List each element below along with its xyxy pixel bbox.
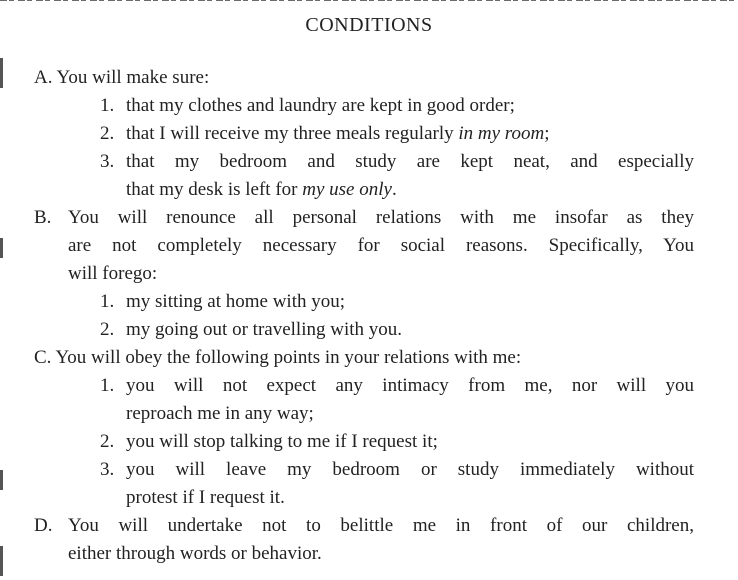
list-item-text: you will stop talking to me if I request it; [126, 431, 438, 452]
list-item-text-part: that my desk is left for [126, 179, 303, 200]
list-item-text: protest if I request it. [126, 487, 285, 508]
list-item-text [126, 176, 397, 204]
list-item-text-part: that I will receive my three meals regularly [126, 123, 459, 144]
list-item-marker: 3. [100, 151, 115, 172]
list-item-text-part: . [391, 179, 397, 200]
list-item-marker: 2. [100, 431, 115, 452]
emphasis-text: in my room [458, 123, 545, 144]
list-item-marker: 2. [100, 319, 115, 340]
section-a-heading [34, 64, 209, 92]
section-marker: D. [34, 515, 53, 536]
list-item-text: my going out or travelling with you. [126, 319, 403, 340]
section-marker: B. [34, 207, 52, 228]
section-text: You will undertake not to belittle me in front of our children, [68, 515, 694, 536]
section-marker: A. [34, 67, 53, 88]
list-item-text: that my bedroom and study are kept neat, and especially [126, 151, 694, 172]
list-item-text: that my clothes and laundry are kept in good order; [126, 95, 515, 116]
section-c-heading [34, 344, 521, 372]
list-item-marker: 1. [100, 375, 115, 396]
section-text: will forego: [68, 263, 158, 284]
list-item-marker: 1. [100, 95, 115, 116]
list-item-text: reproach me in any way; [126, 403, 314, 424]
list-item-marker: 1. [100, 291, 115, 312]
list-item-text: you will leave my bedroom or study immediately without [126, 459, 694, 480]
list-item-text-part: ; [544, 123, 550, 144]
list-item-text: my sitting at home with you; [126, 291, 346, 312]
section-text: are not completely necessary for social reasons. Specifically, You [68, 235, 694, 256]
document-title: CONDITIONS [305, 14, 433, 36]
section-text: You will renounce all personal relations with me insofar as they [68, 207, 694, 228]
section-text: You will make sure: [56, 67, 210, 88]
emphasis-text: my use only [302, 179, 392, 200]
list-item-text: you will not expect any intimacy from me, nor will you [126, 375, 694, 396]
list-item-marker: 3. [100, 459, 115, 480]
section-text: either through words or behavior. [68, 543, 322, 564]
section-text: You will obey the following points in your relations with me: [55, 347, 522, 368]
list-item-text [126, 120, 550, 148]
section-marker: C. [34, 347, 52, 368]
list-item-marker: 2. [100, 123, 115, 144]
